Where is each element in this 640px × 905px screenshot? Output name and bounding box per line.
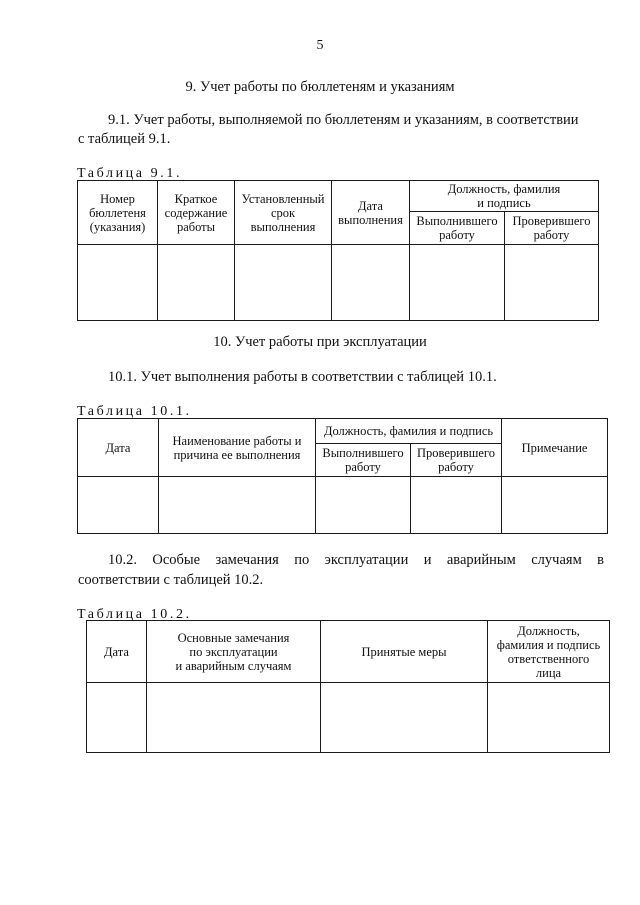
header-checker: Проверившего работу xyxy=(505,212,599,245)
header-bulletin-number: Номер бюллетеня (указания) xyxy=(78,181,158,245)
cell-empty xyxy=(235,245,332,321)
cell-empty xyxy=(78,245,158,321)
cell-empty xyxy=(87,683,147,753)
header-performer: Выполнившего работу xyxy=(410,212,505,245)
section-10-paragraph-2-line2: соответствии с таблицей 10.2. xyxy=(78,572,264,588)
page-number: 5 xyxy=(316,38,324,53)
table-10-2 xyxy=(86,620,610,753)
table-row xyxy=(78,245,599,321)
header-position-group: Должность, фамилия и подпись xyxy=(410,181,599,212)
section-10-paragraph-1: 10.1. Учет выполнения работы в соответствии с таблицей 10.1. xyxy=(108,369,497,385)
cell-empty xyxy=(159,477,316,534)
cell-empty xyxy=(505,245,599,321)
header-date: Дата xyxy=(87,621,147,683)
header-position-group: Должность, фамилия и подпись xyxy=(316,419,502,444)
cell-empty xyxy=(316,477,411,534)
cell-empty xyxy=(410,245,505,321)
table-9-1-caption: Таблица 9.1. xyxy=(77,166,183,181)
cell-empty xyxy=(147,683,321,753)
header-date: Дата xyxy=(78,419,159,477)
section-10-heading: 10. Учет работы при эксплуатации xyxy=(213,334,427,350)
header-main-remarks: Основные замечания по эксплуатации и аварийным случаям xyxy=(147,621,321,683)
cell-empty xyxy=(332,245,410,321)
header-deadline: Установленный срок выполнения xyxy=(235,181,332,245)
cell-empty xyxy=(321,683,488,753)
section-9-paragraph-line2: с таблицей 9.1. xyxy=(78,131,171,147)
table-10-1 xyxy=(77,418,608,534)
header-checker: Проверившего работу xyxy=(411,444,502,477)
cell-empty xyxy=(411,477,502,534)
table-row xyxy=(87,683,610,753)
header-work-name: Наименование работы и причина ее выполнения xyxy=(159,419,316,477)
cell-empty xyxy=(158,245,235,321)
table-10-1-caption: Таблица 10.1. xyxy=(77,404,192,419)
cell-empty xyxy=(488,683,610,753)
table-10-2-caption: Таблица 10.2. xyxy=(77,607,192,622)
table-9-1 xyxy=(77,180,599,321)
header-completion-date: Дата выполнения xyxy=(332,181,410,245)
table-row xyxy=(78,477,608,534)
cell-empty xyxy=(502,477,608,534)
header-responsible-person: Должность, фамилия и подпись ответственного лица xyxy=(488,621,610,683)
section-10-paragraph-2-line1: 10.2. Особые замечания по эксплуатации и аварийным случаям в xyxy=(108,552,604,568)
header-performer: Выполнившего работу xyxy=(316,444,411,477)
cell-empty xyxy=(78,477,159,534)
header-note: Примечание xyxy=(502,419,608,477)
header-measures-taken: Принятые меры xyxy=(321,621,488,683)
section-9-paragraph-line1: 9.1. Учет работы, выполняемой по бюллетеням и указаниям, в соответствии xyxy=(108,112,579,128)
section-9-heading: 9. Учет работы по бюллетеням и указаниям xyxy=(185,79,455,95)
header-summary: Краткое содержание работы xyxy=(158,181,235,245)
